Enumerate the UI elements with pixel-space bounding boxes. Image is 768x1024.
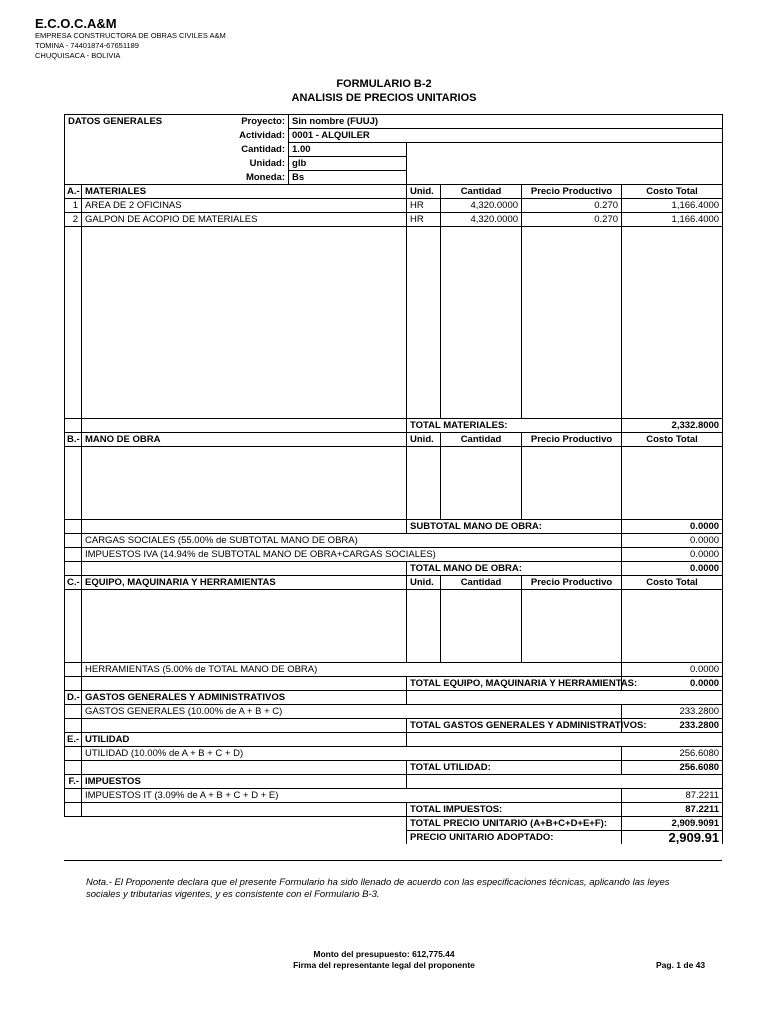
general-row-proyecto — [65, 115, 723, 129]
mano-obra-subtotal-row — [65, 520, 723, 534]
item-price: 0.270 — [522, 199, 622, 213]
company-name: E.C.O.C.A&M — [35, 16, 117, 31]
equipo-total-row — [65, 677, 723, 691]
impuestos-line-value: 87.2211 — [622, 789, 723, 803]
item-number: 1 — [65, 199, 82, 213]
mano-obra-header — [65, 433, 723, 447]
col-precio: Precio Productivo — [522, 576, 622, 590]
gastos-line-row — [65, 705, 723, 719]
equipo-header — [65, 576, 723, 590]
materiales-blank-area — [65, 227, 723, 419]
mano-obra-title: MANO DE OBRA — [82, 433, 407, 447]
moneda-value: Bs — [289, 171, 407, 185]
impuestos-header — [65, 775, 723, 789]
table-bottom-rule — [64, 860, 722, 861]
utilidad-title: UTILIDAD — [82, 733, 407, 747]
cantidad-label: Cantidad: — [241, 144, 286, 155]
section-letter-b: B.- — [65, 433, 82, 447]
precio-unitario-row — [65, 817, 723, 831]
impuestos-line-label: IMPUESTOS IT (3.09% de A + B + C + D + E) — [82, 789, 622, 803]
cargas-sociales-label: CARGAS SOCIALES (55.00% de SUBTOTAL MANO DE OBRA) — [82, 534, 622, 548]
general-section-label: DATOS GENERALES — [65, 115, 214, 129]
materiales-total-row — [65, 419, 723, 433]
item-number: 2 — [65, 213, 82, 227]
impuestos-iva-value: 0.0000 — [622, 548, 723, 562]
utilidad-total: 256.6080 — [622, 761, 723, 775]
col-costo: Costo Total — [622, 185, 723, 199]
col-unid: Unid. — [407, 185, 441, 199]
signature-label: Firma del representante legal del proponente — [293, 960, 475, 970]
col-unid: Unid. — [407, 576, 441, 590]
declaration-note: Nota.- El Proponente declara que el presente Formulario ha sido llenado de acuerdo con las especificaciones técnicas, aplicando las leyes sociales y tributarias vigentes, y es consistente con el Formulario B-3. — [86, 877, 670, 900]
gastos-title: GASTOS GENERALES Y ADMINISTRATIVOS — [82, 691, 407, 705]
item-price: 0.270 — [522, 213, 622, 227]
impuestos-line-row — [65, 789, 723, 803]
item-description: AREA DE 2 OFICINAS — [82, 199, 407, 213]
herramientas-row — [65, 663, 723, 677]
item-cost: 1,166.4000 — [622, 213, 723, 227]
col-cantidad: Cantidad — [441, 185, 522, 199]
col-unid: Unid. — [407, 433, 441, 447]
company-header — [35, 16, 226, 61]
gastos-total-label: TOTAL GASTOS GENERALES Y ADMINISTRATIVOS: — [407, 719, 622, 733]
utilidad-line-value: 256.6080 — [622, 747, 723, 761]
utilidad-total-row — [65, 761, 723, 775]
equipo-blank-area — [65, 590, 723, 663]
materiales-title: MATERIALES — [82, 185, 407, 199]
item-quantity: 4,320.0000 — [441, 199, 522, 213]
proyecto-label: Proyecto: — [214, 115, 289, 129]
precio-unitario-value: 2,909.9091 — [622, 817, 723, 831]
table-row — [65, 213, 723, 227]
unidad-value: glb — [289, 157, 407, 171]
section-letter-a: A.- — [65, 185, 82, 199]
section-letter-f: F.- — [65, 775, 82, 789]
gastos-total-row — [65, 719, 723, 733]
precio-adoptado-row — [65, 831, 723, 845]
equipo-total-label: TOTAL EQUIPO, MAQUINARIA Y HERRAMIENTAS: — [407, 677, 622, 691]
gastos-total: 233.2800 — [622, 719, 723, 733]
company-phones: TOMINA - 74401874-67651189 — [35, 41, 139, 50]
impuestos-total-row — [65, 803, 723, 817]
impuestos-title: IMPUESTOS — [82, 775, 407, 789]
table-row — [65, 199, 723, 213]
item-unit: HR — [407, 199, 441, 213]
company-location: CHUQUISACA - BOLIVIA — [35, 51, 121, 60]
gastos-line-value: 233.2800 — [622, 705, 723, 719]
gastos-line-label: GASTOS GENERALES (10.00% de A + B + C) — [82, 705, 622, 719]
col-costo: Costo Total — [622, 576, 723, 590]
moneda-label: Moneda: — [214, 171, 289, 185]
section-letter-e: E.- — [65, 733, 82, 747]
col-costo: Costo Total — [622, 433, 723, 447]
unidad-label: Unidad: — [249, 158, 286, 169]
col-cantidad: Cantidad — [441, 433, 522, 447]
materiales-header — [65, 185, 723, 199]
cargas-sociales-value: 0.0000 — [622, 534, 723, 548]
item-cost: 1,166.4000 — [622, 199, 723, 213]
proyecto-value: Sin nombre (FUUJ) — [289, 115, 723, 129]
impuestos-iva-label: IMPUESTOS IVA (14.94% de SUBTOTAL MANO DE OBRA+CARGAS SOCIALES) — [82, 548, 622, 562]
impuestos-total-label: TOTAL IMPUESTOS: — [407, 803, 622, 817]
page-number: Pag. 1 de 43 — [656, 960, 706, 970]
mano-obra-total: 0.0000 — [622, 562, 723, 576]
form-subtitle: ANALISIS DE PRECIOS UNITARIOS — [291, 92, 477, 104]
herramientas-value: 0.0000 — [622, 663, 723, 677]
equipo-total: 0.0000 — [622, 677, 723, 691]
precio-adoptado-label: PRECIO UNITARIO ADOPTADO: — [407, 831, 622, 845]
mano-obra-blank-area — [65, 447, 723, 520]
materiales-total-label: TOTAL MATERIALES: — [407, 419, 622, 433]
company-full-name: EMPRESA CONSTRUCTORA DE OBRAS CIVILES A&M — [35, 31, 226, 40]
col-precio: Precio Productivo — [522, 185, 622, 199]
item-quantity: 4,320.0000 — [441, 213, 522, 227]
mano-obra-subtotal-label: SUBTOTAL MANO DE OBRA: — [407, 520, 622, 534]
precio-adoptado-value: 2,909.91 — [622, 831, 723, 845]
actividad-value: 0001 - ALQUILER — [289, 129, 723, 143]
general-row-actividad — [65, 129, 723, 143]
mano-obra-total-row — [65, 562, 723, 576]
section-letter-c: C.- — [65, 576, 82, 590]
utilidad-header — [65, 733, 723, 747]
cantidad-value: 1.00 — [289, 143, 407, 157]
mano-obra-subtotal: 0.0000 — [622, 520, 723, 534]
utilidad-line-row — [65, 747, 723, 761]
price-analysis-table — [64, 114, 723, 844]
col-cantidad: Cantidad — [441, 576, 522, 590]
form-title: FORMULARIO B-2 — [336, 78, 432, 90]
utilidad-total-label: TOTAL UTILIDAD: — [407, 761, 622, 775]
item-description: GALPON DE ACOPIO DE MATERIALES — [82, 213, 407, 227]
budget-amount: Monto del presupuesto: 612,775.44 — [313, 949, 455, 959]
cargas-sociales-row — [65, 534, 723, 548]
general-row-cantidad — [65, 143, 723, 157]
col-precio: Precio Productivo — [522, 433, 622, 447]
herramientas-label: HERRAMIENTAS (5.00% de TOTAL MANO DE OBRA) — [82, 663, 622, 677]
impuestos-iva-row — [65, 548, 723, 562]
materiales-total: 2,332.8000 — [622, 419, 723, 433]
equipo-title: EQUIPO, MAQUINARIA Y HERRAMIENTAS — [82, 576, 407, 590]
item-unit: HR — [407, 213, 441, 227]
impuestos-total: 87.2211 — [622, 803, 723, 817]
mano-obra-total-label: TOTAL MANO DE OBRA: — [407, 562, 622, 576]
actividad-label: Actividad: — [239, 130, 286, 141]
utilidad-line-label: UTILIDAD (10.00% de A + B + C + D) — [82, 747, 622, 761]
gastos-header — [65, 691, 723, 705]
section-letter-d: D.- — [65, 691, 82, 705]
precio-unitario-label: TOTAL PRECIO UNITARIO (A+B+C+D+E+F): — [407, 817, 622, 831]
